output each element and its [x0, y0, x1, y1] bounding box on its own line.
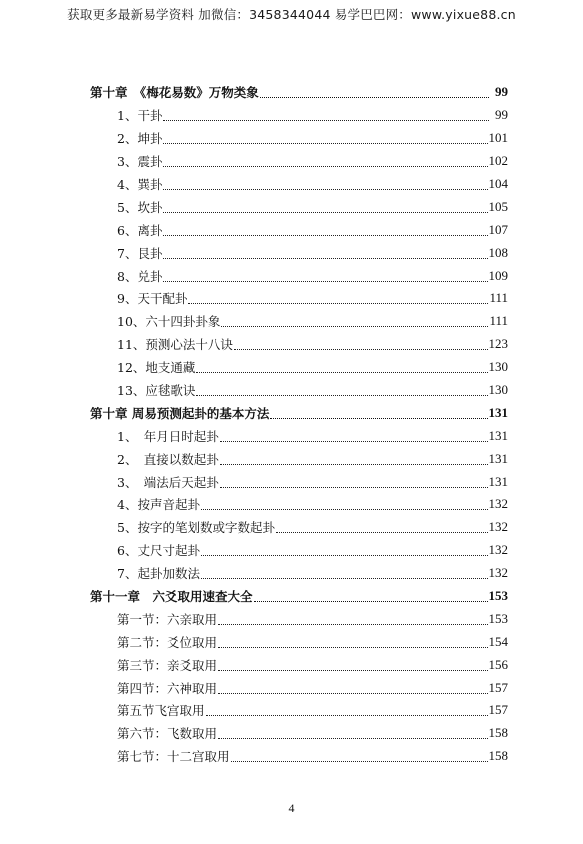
toc-entry-page: 111	[489, 313, 508, 329]
toc-leader-dots	[196, 394, 487, 396]
toc-entry-title: 1、干卦	[117, 108, 163, 124]
toc-entry-page: 131	[488, 473, 508, 489]
toc-entry-page: 123	[488, 336, 508, 352]
toc-section-entry	[90, 264, 508, 287]
toc-leader-dots	[163, 188, 487, 190]
toc-section-entry	[90, 173, 508, 196]
toc-entry-page: 158	[488, 725, 508, 741]
toc-section-entry	[90, 424, 508, 447]
toc-leader-dots	[218, 692, 487, 694]
toc-section-entry	[90, 287, 508, 310]
toc-leader-dots	[201, 508, 488, 510]
toc-entry-title: 4、巽卦	[117, 177, 163, 192]
toc-leader-dots	[234, 348, 488, 350]
toc-entry-page: 130	[488, 359, 508, 375]
toc-entry-title: 第二节：爻位取用	[117, 634, 218, 650]
toc-entry-page: 157	[488, 702, 508, 718]
toc-chapter-entry	[90, 81, 508, 104]
toc-entry-page: 130	[488, 382, 508, 398]
toc-leader-dots	[260, 96, 489, 98]
toc-entry-page: 102	[488, 153, 508, 169]
toc-entry-page: 131	[488, 404, 508, 420]
toc-entry-page: 104	[488, 176, 508, 191]
toc-leader-dots	[206, 714, 488, 716]
toc-leader-dots	[163, 211, 487, 213]
toc-entry-page: 154	[488, 633, 508, 649]
toc-entry-title: 第三节：亲爻取用	[117, 657, 218, 673]
toc-entry-title: 11、预测心法十八诀	[117, 337, 233, 353]
toc-entry-page: 107	[488, 221, 508, 237]
toc-entry-title: 第四节：六神取用	[117, 680, 218, 696]
toc-entry-title: 7、艮卦	[117, 245, 163, 261]
toc-leader-dots	[218, 623, 487, 625]
toc-leader-dots	[276, 531, 488, 533]
toc-entry-title: 第五节飞宫取用	[117, 703, 205, 719]
toc-section-entry	[90, 447, 508, 470]
toc-leader-dots	[218, 646, 487, 648]
toc-entry-title: 第十章 周易预测起卦的基本方法	[90, 405, 270, 421]
toc-section-entry	[90, 379, 508, 402]
toc-entry-title: 3、震卦	[117, 154, 163, 170]
toc-section-entry	[90, 745, 508, 768]
toc-section-entry	[90, 356, 508, 379]
toc-entry-page: 101	[488, 130, 508, 146]
toc-leader-dots	[196, 371, 487, 373]
toc-entry-page: 99	[495, 84, 508, 100]
toc-section-entry	[90, 218, 508, 241]
toc-entry-page: 99	[495, 107, 508, 123]
toc-entry-title: 5、按字的笔划数或字数起卦	[117, 520, 275, 536]
toc-section-entry	[90, 699, 508, 722]
toc-entry-title: 6、离卦	[117, 222, 163, 238]
toc-section-entry	[90, 676, 508, 699]
toc-chapter-entry	[90, 401, 508, 424]
toc-leader-dots	[201, 577, 488, 579]
toc-section-entry	[90, 104, 508, 127]
table-of-contents	[90, 81, 508, 768]
toc-entry-title: 12、地支通藏	[117, 360, 196, 376]
toc-entry-page: 132	[488, 496, 508, 512]
toc-entry-title: 3、 端法后天起卦	[117, 474, 219, 490]
toc-leader-dots	[220, 440, 488, 442]
toc-section-entry	[90, 127, 508, 150]
toc-entry-title: 2、坤卦	[117, 131, 163, 147]
toc-leader-dots	[218, 669, 487, 671]
toc-entry-page: 132	[488, 565, 508, 581]
toc-leader-dots	[201, 554, 488, 556]
toc-entry-title: 第十一章 六爻取用速查大全	[90, 589, 253, 605]
toc-leader-dots	[220, 463, 488, 465]
toc-entry-page: 132	[488, 519, 508, 535]
toc-entry-page: 131	[488, 427, 508, 443]
toc-entry-title: 9、天干配卦	[117, 291, 188, 307]
toc-leader-dots	[163, 119, 489, 121]
page-header: 获取更多最新易学资料 加微信：3458344044 易学巴巴网：www.yixue88.cn	[67, 7, 516, 22]
toc-entry-title: 4、按声音起卦	[117, 497, 200, 513]
toc-entry-title: 8、兑卦	[117, 268, 163, 284]
toc-entry-title: 第一节：六亲取用	[117, 611, 218, 627]
toc-entry-page: 153	[488, 588, 508, 604]
toc-section-entry	[90, 539, 508, 562]
toc-entry-page: 132	[488, 542, 508, 558]
toc-section-entry	[90, 653, 508, 676]
toc-entry-page: 109	[488, 267, 508, 283]
toc-leader-dots	[221, 325, 488, 327]
toc-entry-title: 2、 直接以数起卦	[117, 451, 219, 467]
toc-section-entry	[90, 562, 508, 585]
toc-leader-dots	[163, 280, 487, 282]
toc-section-entry	[90, 493, 508, 516]
toc-entry-title: 第七节：十二宫取用	[117, 749, 230, 765]
toc-leader-dots	[220, 486, 488, 488]
toc-entry-title: 10、六十四卦卦象	[117, 314, 221, 330]
toc-leader-dots	[163, 142, 487, 144]
toc-leader-dots	[163, 165, 487, 167]
toc-section-entry	[90, 195, 508, 218]
toc-leader-dots	[163, 257, 487, 259]
toc-section-entry	[90, 241, 508, 264]
toc-leader-dots	[163, 234, 487, 236]
toc-entry-page: 157	[488, 679, 508, 695]
toc-entry-title: 13、应毬歌诀	[117, 383, 196, 399]
toc-leader-dots	[231, 760, 488, 762]
toc-entry-page: 153	[488, 610, 508, 626]
page-number: 4	[288, 801, 295, 815]
toc-entry-page: 131	[488, 450, 508, 466]
toc-section-entry	[90, 150, 508, 173]
toc-section-entry	[90, 470, 508, 493]
toc-section-entry	[90, 516, 508, 539]
toc-leader-dots	[254, 600, 488, 602]
toc-leader-dots	[218, 737, 487, 739]
toc-section-entry	[90, 607, 508, 630]
toc-entry-page: 158	[488, 748, 508, 764]
toc-entry-page: 105	[488, 198, 508, 214]
toc-entry-title: 1、 年月日时起卦	[117, 428, 219, 444]
toc-section-entry	[90, 722, 508, 745]
toc-section-entry	[90, 333, 508, 356]
toc-entry-title: 第十章 《梅花易数》万物类象	[90, 85, 259, 101]
toc-entry-title: 5、坎卦	[117, 199, 163, 215]
toc-entry-page: 108	[488, 244, 508, 260]
toc-section-entry	[90, 310, 508, 333]
toc-chapter-entry	[90, 585, 508, 608]
toc-entry-title: 6、丈尺寸起卦	[117, 543, 200, 559]
toc-entry-title: 第六节：飞数取用	[117, 726, 218, 742]
toc-entry-page: 156	[488, 656, 508, 672]
toc-entry-title: 7、起卦加数法	[117, 566, 200, 582]
toc-leader-dots	[270, 417, 487, 419]
toc-section-entry	[90, 630, 508, 653]
toc-leader-dots	[188, 302, 488, 304]
toc-entry-page: 111	[489, 290, 508, 306]
